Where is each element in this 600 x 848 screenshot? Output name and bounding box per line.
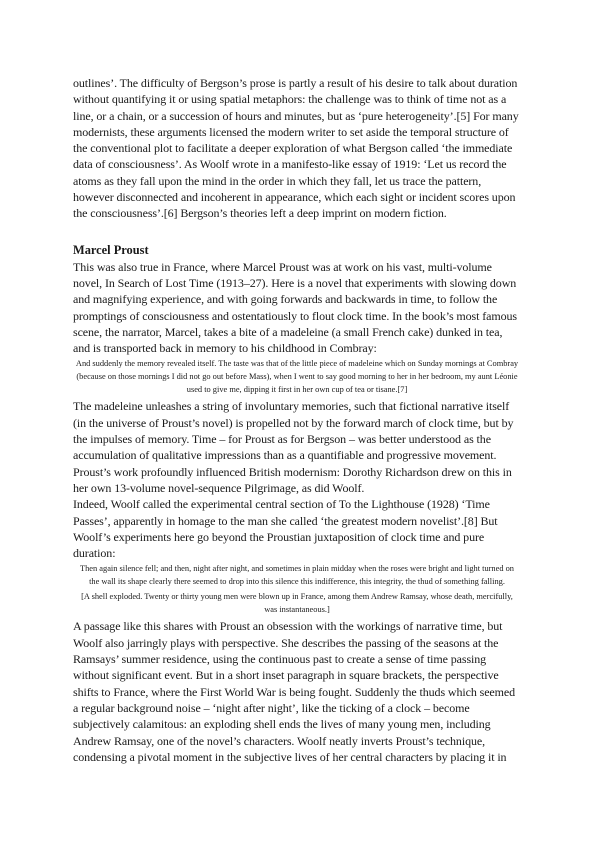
paragraph-proust-intro: This was also true in France, where Marcel Proust was at work on his vast, multi-volume novel, In Search of Lost Time (1913–27). Here is a novel that experiments with slowing down and magnifying experience, and with going forwards and backwards in time, to follow the promptings of consciousness and ostentatiously to flout clock time. In the book’s most famous scene, the narrator, Marcel, takes a bite of a madeleine (a small French cake) dunked in tea, and is transported back in memory to his childhood in Combray: bbox=[73, 259, 517, 356]
document-page bbox=[73, 75, 521, 765]
block-quote-woolf-silence: Then again silence fell; and then, night after night, and sometimes in plain midday when the roses were bright and light turned on the wall its shape clearly there seemed to drop into this silence this indifference, this integrity, the thud of something falling. bbox=[80, 564, 514, 587]
section-heading-marcel-proust: Marcel Proust bbox=[73, 242, 149, 257]
paragraph-madeleine: The madeleine unleashes a string of involuntary memories, such that fictional narrative itself (in the universe of Proust’s novel) is propelled not by the forward march of clock time, but by the impulses of memory. Time – for Proust as for Bergson – was better understood as the accumulation of qualitative impressions than as a quantifiable and progressive movement. Proust’s work profoundly influenced British modernism: Dorothy Richardson drew on this in her own 13-volume novel-sequence Pilgrimage, as did Woolf. bbox=[73, 399, 514, 495]
paragraph-bergson: outlines’. The difficulty of Bergson’s prose is partly a result of his desire to talk about duration without quantifying it or using spatial metaphors: the challenge was to think of time not as a line, or a chain, or a succession of hours and minutes, but as ‘pure heterogeneity’.[5] For many modernists, these arguments licensed the modern writer to set aside the temporal structure of the conventional plot to facilitate a deeper exploration of what Bergson called ‘the immediate data of consciousness’. As Woolf wrote in a manifesto-like essay of 1919: ‘Let us record the atoms as they fall upon the mind in the order in which they fall, let us trace the pattern, however disconnected and incoherent in appearance, which each sight or incident scores upon the consciousness’.[6] Bergson’s theories left a deep imprint on modern fiction. bbox=[73, 76, 519, 221]
paragraph-perspective: A passage like this shares with Proust an obsession with the workings of narrative time, but Woolf also jarringly plays with perspective. She describes the passing of the seasons at the Ramsays’ summer residence, using the continuous past to create a sense of time passing without significant event. But in a short inset paragraph in square brackets, the perspective shifts to France, where the First World War is being fought. Suddenly the thuds which seemed a regular background noise – ‘night after night’, like the ticking of a clock – become subjectively calamitous: an exploding shell ends the lives of many young men, including Andrew Ramsay, one of the novel’s characters. Woolf neatly inverts Proust’s technique, condensing a pivotal moment in the subjective lives of her central characters by placing it in bbox=[73, 619, 516, 764]
block-quote-woolf-shell: [A shell exploded. Twenty or thirty young men were blown up in France, among them Andrew Ramsay, whose death, mercifully, was instantaneous.] bbox=[81, 592, 513, 615]
paragraph-woolf-time-passes: Indeed, Woolf called the experimental central section of To the Lighthouse (1928) ‘Time Passes’, apparently in homage to the man she called ‘the greatest modern novelist’.[8] But Woolf’s experiments here go beyond the Proustian juxtaposition of clock time and pure duration: bbox=[73, 497, 498, 561]
block-quote-proust: And suddenly the memory revealed itself. The taste was that of the little piece of madeleine which on Sunday mornings at Combray (because on those mornings I did not go out before Mass), when I went to say good morning to her in her bedroom, my aunt Léonie used to give me, dipping it first in her own cup of tea or tisane.[7] bbox=[75, 359, 519, 395]
